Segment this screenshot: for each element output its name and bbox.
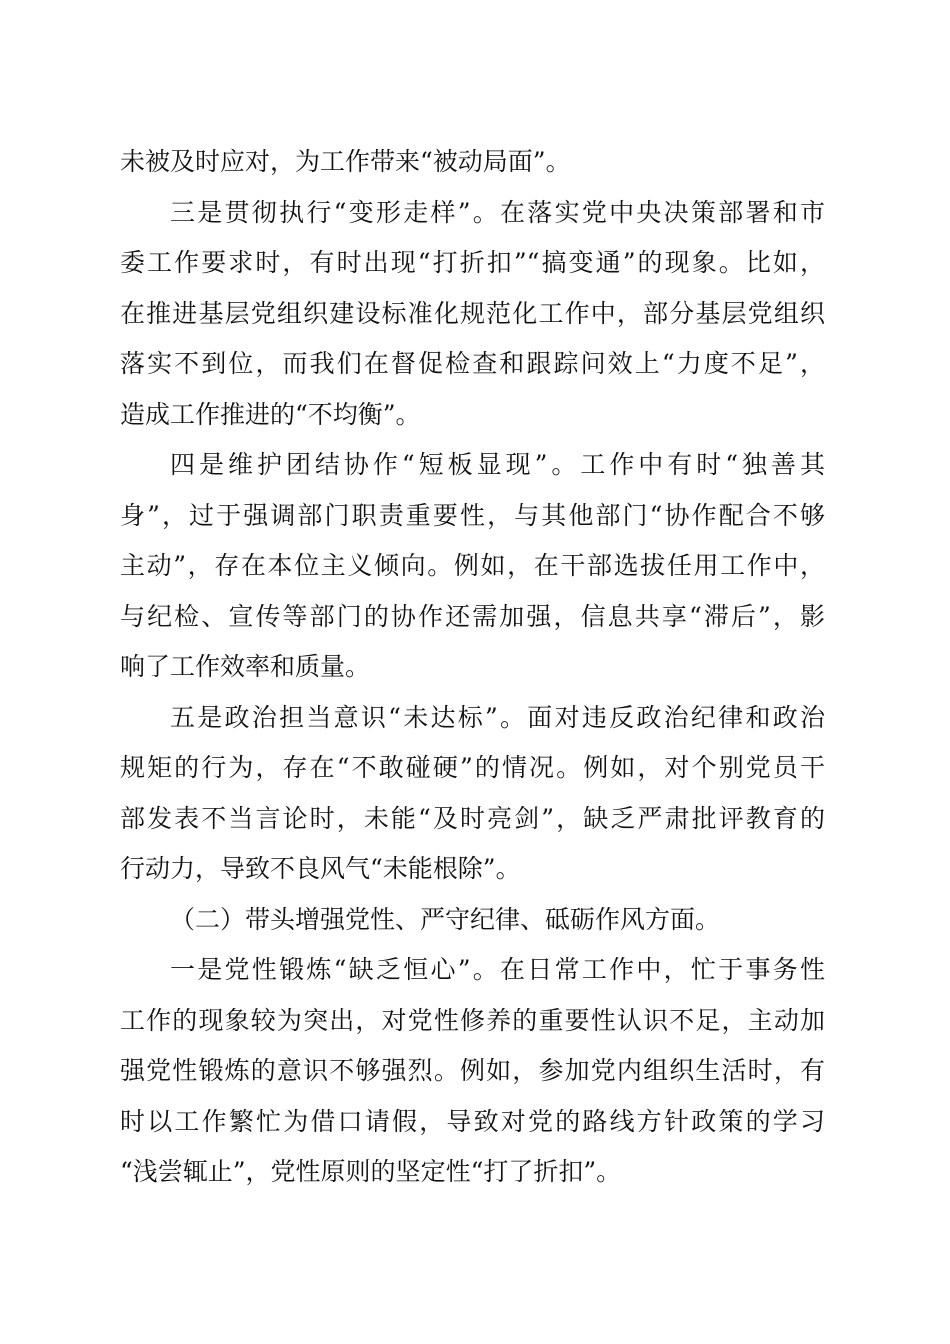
text-line: 五是政治担当意识“未达标”。面对违反政治纪律和政治 — [170, 702, 825, 732]
text-line: 部发表不当言论时，未能“及时亮剑”，缺乏严肃批评教育的 — [120, 803, 825, 833]
text-line: 在推进基层党组织建设标准化规范化工作中，部分基层党组织 — [120, 298, 825, 328]
text-line: 工作的现象较为突出，对党性修养的重要性认识不足，主动加 — [120, 1005, 825, 1035]
document-body — [120, 137, 825, 1198]
text-line: 三是贯彻执行“变形走样”。在落实党中央决策部署和市 — [170, 197, 825, 227]
text-line: （二）带头增强党性、严守纪律、砥砺作风方面。 — [170, 904, 721, 934]
text-line: 一是党性锻炼“缺乏恒心”。在日常工作中，忙于事务性 — [170, 955, 825, 984]
text-line: 行动力，导致不良风气“未能根除”。 — [120, 854, 521, 883]
text-line: “浅尝辄止”，党性原则的坚定性“打了折扣”。 — [120, 1157, 622, 1186]
text-line: 未被及时应对，为工作带来“被动局面”。 — [120, 147, 571, 176]
text-line: 规矩的行为，存在“不敢碰硬”的情况。例如，对个别党员干 — [120, 753, 825, 782]
text-line: 落实不到位，而我们在督促检查和跟踪问效上“力度不足”， — [120, 349, 825, 378]
text-line: 时以工作繁忙为借口请假，导致对党的路线方针政策的学习 — [120, 1106, 825, 1136]
text-line: 强党性锻炼的意识不够强烈。例如，参加党内组织生活时，有 — [120, 1056, 825, 1085]
text-line: 响了工作效率和质量。 — [120, 652, 371, 681]
text-line: 委工作要求时，有时出现“打折扣”“搞变通”的现象。比如， — [120, 248, 825, 277]
text-line: 主动”，存在本位主义倾向。例如，在干部选拔任用工作中， — [120, 551, 825, 580]
text-line: 与纪检、宣传等部门的协作还需加强，信息共享“滞后”，影 — [120, 601, 825, 631]
text-line: 身”，过于强调部门职责重要性，与其他部门“协作配合不够 — [120, 500, 825, 530]
text-line: 造成工作推进的“不均衡”。 — [120, 399, 421, 429]
text-line: 四是维护团结协作“短板显现”。工作中有时“独善其 — [170, 450, 825, 479]
